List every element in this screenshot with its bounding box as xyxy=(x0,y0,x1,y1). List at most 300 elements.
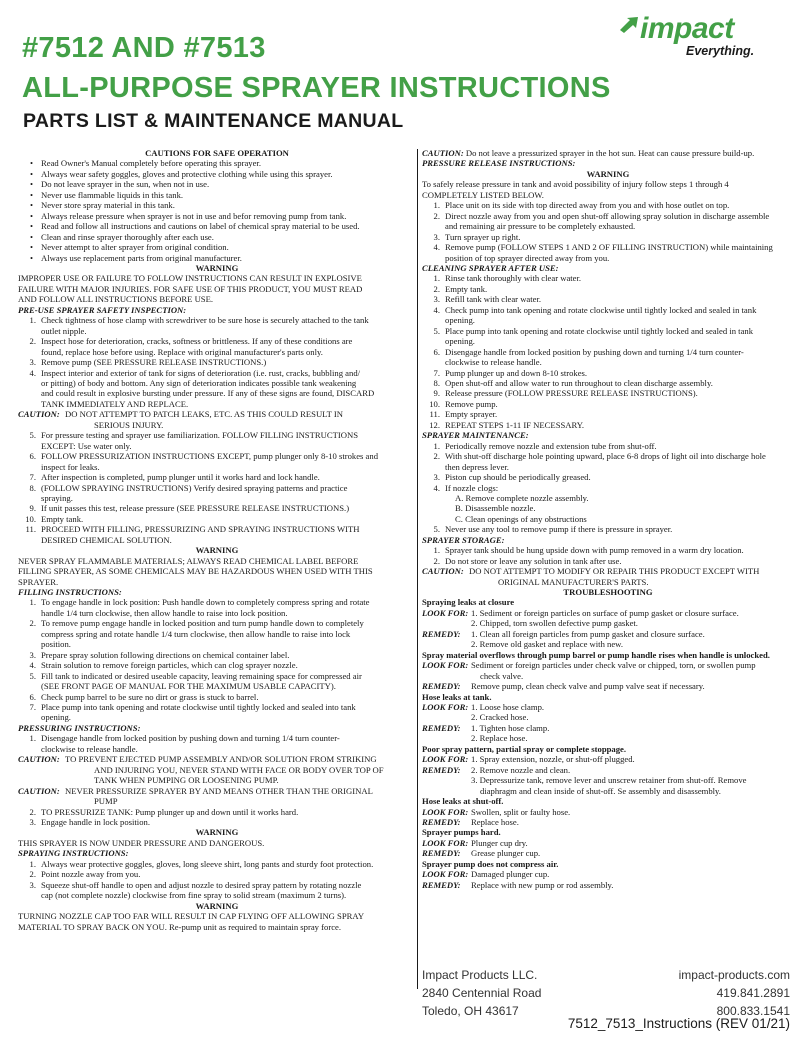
text-line xyxy=(18,462,416,472)
trouble-item xyxy=(422,650,794,692)
item-number: 1. xyxy=(433,545,440,556)
item-number: 8. xyxy=(433,377,440,388)
item-number: 3. xyxy=(433,231,440,242)
caution-bullet: • Always release pressure when sprayer is not in use and befor removing pump from tank. xyxy=(18,211,416,221)
line-text: Prepare spray solution following directions on chemical container label. xyxy=(41,649,290,660)
item-number: 1. xyxy=(29,858,36,869)
numbered-item xyxy=(422,200,794,210)
line-text: If unit passes this test, release pressure (SEE PRESSURE RELEASE INSTRUCTIONS.) xyxy=(41,503,350,514)
item-number: 2. xyxy=(29,869,36,880)
trouble-text: 1. Clean all foreign particles from pump gasket and closure surface. xyxy=(471,628,705,639)
line-text: Place unit on its side with top directed away from you and with hose outlet on top. xyxy=(445,200,730,211)
item-number: 5. xyxy=(433,325,440,336)
line-text: Strain solution to remove foreign particles, which can clog sprayer nozzle. xyxy=(41,660,298,671)
text-line xyxy=(422,472,794,482)
text-line xyxy=(18,378,416,388)
item-number: 7. xyxy=(29,472,36,483)
line-text: DO NOT ATTEMPT TO MODIFY OR REPAIR THIS PRODUCT EXCEPT WITH xyxy=(469,566,760,577)
text-line xyxy=(18,869,416,879)
text-line xyxy=(18,326,416,336)
text-line xyxy=(18,629,416,639)
impact-logo xyxy=(618,14,788,60)
line-text: Pump plunger up and down 8-10 strokes. xyxy=(445,367,588,378)
line-text: Piston cup should be periodically greased. xyxy=(445,472,591,483)
caution-bullet: • Clean and rinse sprayer thoroughly after each use. xyxy=(18,232,416,242)
line-text: (FOLLOW SPRAYING INSTRUCTIONS) Verify desired spraying patterns and practice xyxy=(41,482,348,493)
trouble-label: LOOK FOR: xyxy=(422,806,469,817)
caution-bullet: • Always wear safety goggles, gloves and protective clothing while using this sprayer. xyxy=(18,169,416,179)
line-text: SERIOUS INJURY. xyxy=(94,419,164,430)
item-number: 3. xyxy=(433,294,440,305)
logo-tagline: Everything. xyxy=(686,44,755,58)
line-text: AND INJURING YOU, NEVER STAND WITH FACE OR BODY OVER TOP OF xyxy=(94,764,384,775)
line-text: cap (not complete nozzle) clockwise from fine spray to solid stream (maximum 2 turns). xyxy=(41,890,347,901)
trouble-label: REMEDY: xyxy=(422,764,461,775)
numbered-item xyxy=(18,514,416,524)
column-divider xyxy=(417,149,418,989)
remedy-line xyxy=(422,723,794,733)
warning-title: WARNING xyxy=(195,545,239,556)
section-title: SPRAYING INSTRUCTIONS: xyxy=(18,848,129,859)
line-text: IMPROPER USE OR FAILURE TO FOLLOW INSTRUCTIONS CAN RESULT IN EXPLOSIVE xyxy=(18,273,362,284)
remedy-line xyxy=(422,786,794,796)
text-line xyxy=(18,430,416,440)
text-line xyxy=(18,315,416,325)
look-for-line xyxy=(422,671,794,681)
line-text: Turn sprayer up right. xyxy=(445,231,521,242)
text-line xyxy=(422,253,794,263)
numbered-item xyxy=(18,692,416,702)
line-text: FOLLOW PRESSURIZATION INSTRUCTIONS EXCEPT, pump plunger only 8-10 strokes and xyxy=(41,451,379,462)
text-line xyxy=(18,535,416,545)
warning-text xyxy=(18,556,416,587)
trouble-heading: Hose leaks at tank. xyxy=(422,691,492,702)
remedy-line xyxy=(422,681,794,691)
text-line xyxy=(18,357,416,367)
item-number: 2. xyxy=(433,555,440,566)
line-text: and remaining air pressure to be completely exhausted. xyxy=(445,221,636,232)
trouble-text: 1. Sediment or foreign particles on surface of pump gasket or closure surface. xyxy=(471,607,739,618)
item-number: 5. xyxy=(29,430,36,441)
item-number: 6. xyxy=(29,451,36,462)
text-line xyxy=(18,420,416,430)
line-text: Remove pump (FOLLOW STEPS 1 AND 2 OF FILLING INSTRUCTION) while maintaining xyxy=(445,242,773,253)
caution-label: CAUTION: xyxy=(18,785,60,796)
numbered-item xyxy=(422,524,794,534)
numbered-item xyxy=(18,315,416,336)
section-title: PRESSURING INSTRUCTIONS: xyxy=(18,722,141,733)
trouble-text: Damaged plunger cup. xyxy=(471,869,550,880)
line-text: If nozzle clogs: xyxy=(445,482,499,493)
line-text: Empty sprayer. xyxy=(445,409,498,420)
trouble-label: REMEDY: xyxy=(422,722,461,733)
look-for-line xyxy=(422,660,794,670)
trouble-text: Grease plunger cup. xyxy=(471,848,541,859)
text-line xyxy=(422,179,794,189)
sub-item: B. Disassemble nozzle. xyxy=(455,503,536,514)
numbered-item xyxy=(422,273,794,283)
text-line xyxy=(18,765,416,775)
numbered-item xyxy=(18,660,416,670)
text-line xyxy=(422,200,794,210)
trouble-label: REMEDY: xyxy=(422,848,461,859)
item-number: 5. xyxy=(29,670,36,681)
numbered-item xyxy=(18,483,416,504)
numbered-item xyxy=(422,326,794,347)
caution-bullet: • Never use flammable liquids in this tank. xyxy=(18,190,416,200)
trouble-item xyxy=(422,827,794,858)
trouble-heading: Hose leaks at shut-off. xyxy=(422,796,504,807)
remedy-line xyxy=(422,775,794,785)
warning-title: WARNING xyxy=(195,900,239,911)
remedy-line xyxy=(422,639,794,649)
line-text: Place pump into tank opening and rotate clockwise until tightly locked and sealed in tank xyxy=(445,325,754,336)
line-text: opening. xyxy=(445,315,475,326)
text-line xyxy=(422,315,794,325)
text-line xyxy=(422,545,794,555)
item-number: 3. xyxy=(29,649,36,660)
numbered-item xyxy=(422,545,794,555)
trouble-text: Plunger cup dry. xyxy=(471,837,528,848)
text-line xyxy=(18,712,416,722)
caution-label: CAUTION: xyxy=(18,754,60,765)
look-for-line xyxy=(422,869,794,879)
line-text: Empty tank. xyxy=(445,283,488,294)
item-number: 10. xyxy=(429,398,440,409)
caution-bullet: • Never store spray material in this tank. xyxy=(18,200,416,210)
title-line-1: #7512 AND #7513 xyxy=(22,32,266,64)
numbered-item xyxy=(422,305,794,326)
line-text: found, replace hose before using. Replace with original manufacturer's parts only. xyxy=(41,346,323,357)
text-line xyxy=(422,409,794,419)
warning-text xyxy=(18,273,416,304)
item-number: 11. xyxy=(429,409,440,420)
numbered-item xyxy=(422,388,794,398)
address-line-2: Toledo, OH 43617 xyxy=(422,1004,519,1018)
caution-bullet: • Always use replacement parts from original manufacturer. xyxy=(18,253,416,263)
text-line xyxy=(18,294,416,304)
numbered-item xyxy=(422,211,794,232)
text-line xyxy=(422,451,794,461)
document-id: 7512_7513_Instructions (REV 01/21) xyxy=(567,1016,790,1031)
numbered-item xyxy=(422,378,794,388)
numbered-item xyxy=(18,859,416,869)
line-text: SPRAYER. xyxy=(18,576,59,587)
subtitle: PARTS LIST & MAINTENANCE MANUAL xyxy=(23,110,404,132)
look-for-line xyxy=(422,608,794,618)
line-text: After inspection is completed, pump plunger until it works hard and lock handle. xyxy=(41,472,320,483)
text-line xyxy=(18,503,416,513)
logo-word: impact xyxy=(640,12,734,45)
cautions-list xyxy=(18,158,416,263)
item-number: 3. xyxy=(29,879,36,890)
remedy-line xyxy=(422,733,794,743)
trouble-text: 2. Remove nozzle and clean. xyxy=(471,764,571,775)
text-line xyxy=(422,211,794,221)
item-number: 11. xyxy=(25,524,36,535)
text-line xyxy=(18,597,416,607)
text-line xyxy=(422,326,794,336)
line-text: Do not store or leave any solution in tank after use. xyxy=(445,555,622,566)
item-number: 4. xyxy=(29,367,36,378)
text-line xyxy=(422,305,794,315)
line-text: Check pump into tank opening and rotate clockwise until tightly locked and sealed in tank xyxy=(445,304,757,315)
footer-address xyxy=(422,966,582,1020)
remedy-line xyxy=(422,629,794,639)
numbered-item xyxy=(18,357,416,367)
text-line xyxy=(18,671,416,681)
text-line xyxy=(18,660,416,670)
caution-block xyxy=(18,409,416,430)
line-text: Sprayer tank should be hung upside down with pump removed in a warm dry location. xyxy=(445,545,744,556)
sub-item: A. Remove complete nozzle assembly. xyxy=(455,492,589,503)
numbered-item xyxy=(422,232,794,242)
text-line xyxy=(422,284,794,294)
item-number: 1. xyxy=(29,733,36,744)
trouble-item xyxy=(422,859,794,890)
section-title: SPRAYER STORAGE: xyxy=(422,534,505,545)
left-column xyxy=(18,148,416,1038)
line-text: or pitting) of body and bottom. Any sign of deterioration indicates possible tank weakening xyxy=(41,377,357,388)
trouble-label: REMEDY: xyxy=(422,879,461,890)
trouble-text: 2. Replace hose. xyxy=(471,733,528,744)
line-text: Direct nozzle away from you and open shut-off allowing spray solution in discharge assemble xyxy=(445,210,770,221)
line-text: THIS SPRAYER IS NOW UNDER PRESSURE AND DANGEROUS. xyxy=(18,837,265,848)
text-line xyxy=(18,775,416,785)
trouble-text: check valve. xyxy=(480,670,524,681)
phone-2: 800.833.1541 xyxy=(716,1004,790,1018)
item-number: 7. xyxy=(433,367,440,378)
numbered-item xyxy=(18,336,416,357)
line-text: Empty tank. xyxy=(41,513,84,524)
numbered-item xyxy=(422,483,794,493)
remedy-line xyxy=(422,848,794,858)
line-text: TANK IMMEDIATELY AND REPLACE. xyxy=(41,398,189,409)
item-number: 1. xyxy=(433,440,440,451)
line-text: NEVER SPRAY FLAMMABLE MATERIALS; ALWAYS READ CHEMICAL LABEL BEFORE xyxy=(18,555,359,566)
trouble-item xyxy=(422,744,794,796)
text-line xyxy=(18,911,416,921)
line-text: handle 1/4 turn clockwise, then allow handle to raise into lock position. xyxy=(41,607,288,618)
line-text: DESIRED CHEMICAL SOLUTION. xyxy=(41,534,172,545)
line-text: TURNING NOZZLE CAP TOO FAR WILL RESULT IN CAP FLYING OFF ALLOWING SPRAY xyxy=(18,911,365,922)
numbered-item xyxy=(422,294,794,304)
line-text: Disengage handle from locked position by pushing down and turning 1/4 turn counter- xyxy=(445,346,744,357)
trouble-item xyxy=(422,597,794,649)
trouble-heading: Sprayer pump does not compress air. xyxy=(422,858,559,869)
numbered-item xyxy=(18,472,416,482)
section-title: CLEANING SPRAYER AFTER USE: xyxy=(422,262,559,273)
text-line xyxy=(422,577,794,587)
text-line xyxy=(18,368,416,378)
caution-bullet: • Do not leave sprayer in the sun, when not in use. xyxy=(18,179,416,189)
numbered-item xyxy=(422,399,794,409)
text-line xyxy=(422,420,794,430)
line-text: To remove pump engage handle in locked position and turn pump handle down to completely xyxy=(41,618,364,629)
warning-text xyxy=(18,911,416,932)
item-number: 9. xyxy=(29,503,36,514)
line-text: Never use any tool to remove pump if there is pressure in sprayer. xyxy=(445,524,673,535)
caution-label: CAUTION: xyxy=(422,566,464,577)
text-line xyxy=(422,399,794,409)
text-line xyxy=(18,807,416,817)
line-text: position. xyxy=(41,639,71,650)
numbered-item xyxy=(18,524,416,545)
trouble-label: REMEDY: xyxy=(422,628,461,639)
text-line xyxy=(18,441,416,451)
item-number: 2. xyxy=(29,806,36,817)
trouble-heading: Spraying leaks at closure xyxy=(422,597,515,608)
text-line xyxy=(18,702,416,712)
text-line xyxy=(422,273,794,283)
text-line xyxy=(18,838,416,848)
section-title: FILLING INSTRUCTIONS: xyxy=(18,587,122,598)
numbered-item xyxy=(18,618,416,649)
company-name: Impact Products LLC. xyxy=(422,968,538,982)
text-line xyxy=(422,441,794,451)
numbered-item xyxy=(422,284,794,294)
trouble-label: LOOK FOR: xyxy=(422,660,469,671)
remedy-line xyxy=(422,817,794,827)
footer-contact xyxy=(610,966,790,1020)
line-text: PUMP xyxy=(94,796,118,807)
line-text: REPEAT STEPS 1-11 IF NECESSARY. xyxy=(445,419,585,430)
text-line xyxy=(18,493,416,503)
numbered-item xyxy=(18,503,416,513)
text-line xyxy=(18,514,416,524)
trouble-text: Replace with new pump or rod assembly. xyxy=(471,879,614,890)
numbered-item xyxy=(422,420,794,430)
trouble-label: LOOK FOR: xyxy=(422,754,469,765)
line-text: (SEE FRONT PAGE OF MANUAL FOR THE MAXIMUM USABLE CAPACITY). xyxy=(41,681,336,692)
section-title: SPRAYER MAINTENANCE: xyxy=(422,430,529,441)
numbered-item xyxy=(18,817,416,827)
remedy-line xyxy=(422,765,794,775)
numbered-item xyxy=(422,472,794,482)
numbered-item xyxy=(422,441,794,451)
section-title: PRESSURE RELEASE INSTRUCTIONS: xyxy=(422,158,576,169)
website-link[interactable]: impact-products.com xyxy=(678,968,790,982)
item-number: 2. xyxy=(29,336,36,347)
line-text: AND FOLLOW ALL INSTRUCTIONS BEFORE USE. xyxy=(18,294,214,305)
numbered-item xyxy=(422,409,794,419)
line-text: FILLING SPRAYER, AS SOME CHEMICALS MAY BE HAZARDOUS WHEN USED WITH THIS xyxy=(18,566,373,577)
item-number: 2. xyxy=(29,618,36,629)
text-line xyxy=(422,388,794,398)
line-text: clockwise to release handle. xyxy=(41,743,138,754)
look-for-line xyxy=(422,807,794,817)
line-text: Rinse tank thoroughly with clear water. xyxy=(445,273,582,284)
text-line xyxy=(422,556,794,566)
trouble-text: 2. Chipped, torn swollen defective pump gasket. xyxy=(471,618,638,629)
line-text: EXCEPT: Use water only. xyxy=(41,440,132,451)
warning-text xyxy=(422,179,794,200)
item-number: 4. xyxy=(433,304,440,315)
trouble-text: 2. Remove old gasket and replace with new. xyxy=(471,639,624,650)
numbered-item xyxy=(18,368,416,410)
text-line xyxy=(422,566,794,576)
trouble-heading: Sprayer pumps hard. xyxy=(422,827,501,838)
sub-item: C. Clean openings of any obstructions xyxy=(455,513,587,524)
text-line xyxy=(18,650,416,660)
text-line xyxy=(422,294,794,304)
text-line xyxy=(18,524,416,534)
text-line xyxy=(18,618,416,628)
trouble-label: LOOK FOR: xyxy=(422,869,469,880)
text-line xyxy=(18,399,416,409)
numbered-item xyxy=(18,880,416,901)
item-number: 4. xyxy=(433,242,440,253)
trouble-text: Swollen, split or faulty hose. xyxy=(471,806,571,817)
text-line xyxy=(18,681,416,691)
item-number: 6. xyxy=(29,691,36,702)
text-line xyxy=(18,451,416,461)
trouble-label: LOOK FOR: xyxy=(422,702,469,713)
item-number: 2. xyxy=(433,210,440,221)
line-text: To safely release pressure in tank and avoid possibility of injury follow steps 1 through 4 xyxy=(422,179,729,190)
text-line xyxy=(18,733,416,743)
item-number: 2. xyxy=(433,283,440,294)
trouble-text: Replace hose. xyxy=(471,817,519,827)
line-text: MATERIAL TO SPRAY BACK ON YOU. Re-pump unit as required to maintain spray force. xyxy=(18,921,342,932)
trouble-heading: Poor spray pattern, partial spray or complete stoppage. xyxy=(422,743,627,754)
item-number: 1. xyxy=(433,273,440,284)
warning-text xyxy=(18,838,416,848)
remedy-line xyxy=(422,880,794,890)
line-text: opening. xyxy=(445,336,475,347)
trouble-text: 1. Tighten hose clamp. xyxy=(471,722,550,733)
text-line xyxy=(422,190,794,200)
item-number: 2. xyxy=(433,451,440,462)
text-line xyxy=(18,817,416,827)
text-line xyxy=(18,639,416,649)
item-number: 5. xyxy=(433,524,440,535)
text-line xyxy=(18,566,416,576)
line-text: Engage handle in lock position. xyxy=(41,817,150,827)
line-text: ORIGINAL MANUFACTURER'S PARTS. xyxy=(498,576,649,587)
phone-1: 419.841.2891 xyxy=(716,986,790,1000)
line-text: Check tightness of hose clamp with screwdriver to be sure hose is securely attached to the tank xyxy=(41,315,369,326)
text-line xyxy=(422,242,794,252)
text-line xyxy=(18,284,416,294)
numbered-item xyxy=(18,733,416,754)
line-text: Periodically remove nozzle and extension tube from shut-off. xyxy=(445,440,657,451)
item-number: 6. xyxy=(433,346,440,357)
text-line xyxy=(422,347,794,357)
line-text: Remove pump. xyxy=(445,398,498,409)
numbered-item xyxy=(422,347,794,368)
text-line xyxy=(422,462,794,472)
line-text: opening. xyxy=(41,712,71,723)
trouble-text: Sediment or foreign particles under check valve or chipped, torn, or swollen pump xyxy=(471,660,756,671)
text-line xyxy=(18,796,416,806)
numbered-item xyxy=(18,671,416,692)
line-text: TANK WHEN PUMPING OR LOOSENING PUMP. xyxy=(94,775,279,786)
numbered-item xyxy=(18,702,416,723)
line-text: COMPLETELY LISTED BELOW. xyxy=(422,189,544,200)
caution-label: CAUTION: xyxy=(18,409,60,420)
text-line xyxy=(18,336,416,346)
item-number: 10. xyxy=(25,513,36,524)
text-line xyxy=(422,524,794,534)
caution-block xyxy=(18,786,416,807)
line-text: compress spring and rotate handle 1/4 turn clockwise, then allow handle to raise into lock xyxy=(41,628,351,639)
line-text: clockwise to release handle. xyxy=(445,357,542,368)
numbered-item xyxy=(422,242,794,263)
numbered-item xyxy=(18,807,416,817)
line-text: Place pump into tank opening and rotate clockwise until tightly locked and sealed into tank xyxy=(41,702,356,713)
item-number: 4. xyxy=(433,482,440,493)
